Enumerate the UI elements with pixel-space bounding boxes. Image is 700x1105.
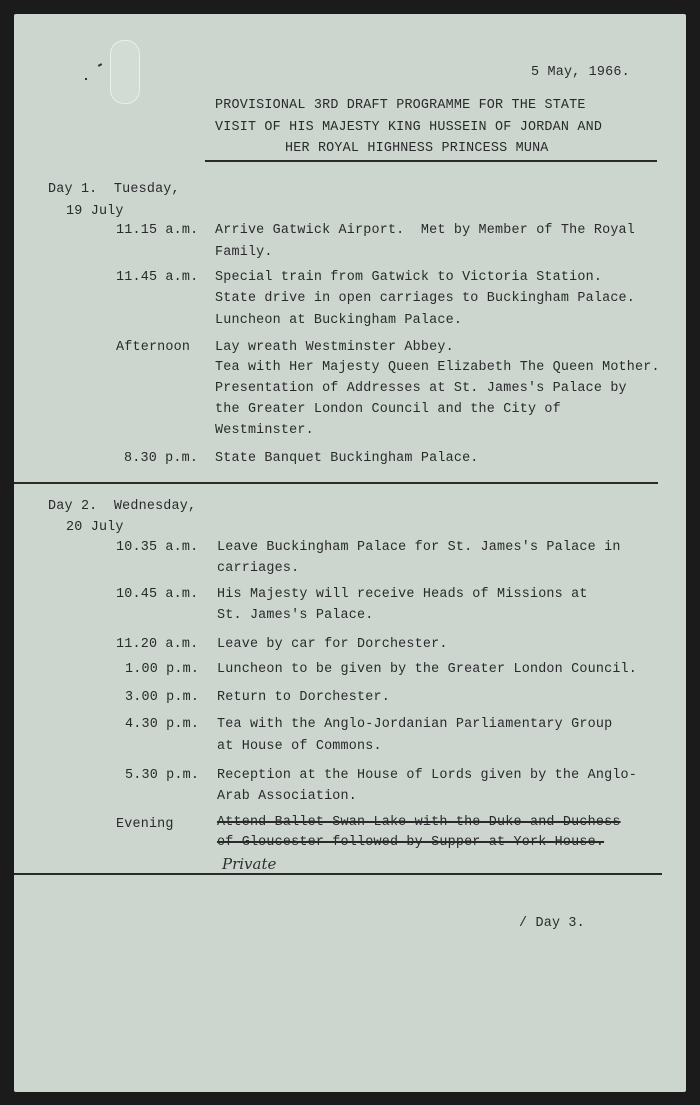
day2-entry-7-line-1: Reception at the House of Lords given by the Anglo-: [217, 768, 638, 783]
day2-entry-1-line-1: Leave Buckingham Palace for St. James's Palace in: [217, 540, 621, 555]
heading-line-1-prefix: PROVISIONAL: [215, 98, 314, 113]
day2-time-8: Evening: [116, 817, 174, 832]
day1-entry-3-line-2: Tea with Her Majesty Queen Elizabeth The Queen Mother.: [215, 360, 660, 375]
day2-entry-3-line-1: Leave by car for Dorchester.: [217, 637, 448, 652]
day2-entry-8-line-2-struck: of Gloucester followed by Supper at York House.: [217, 835, 605, 850]
day1-entry-1-line-2: Family.: [215, 245, 273, 260]
day2-date: 20 July: [66, 520, 124, 535]
day2-entry-7-line-2: Arab Association.: [217, 789, 358, 804]
day2-time-3: 11.20 a.m.: [116, 637, 199, 652]
day2-time-4: 1.00 p.m.: [125, 662, 200, 677]
heading-line-2: VISIT OF HIS MAJESTY KING HUSSEIN OF JORDAN AND: [215, 120, 603, 135]
day2-time-6: 4.30 p.m.: [125, 717, 200, 732]
day2-entry-2-line-1: His Majesty will receive Heads of Missions at: [217, 587, 588, 602]
day2-entry-6-line-2: at House of Commons.: [217, 739, 382, 754]
day2-entry-1-line-2: carriages.: [217, 561, 300, 576]
heading-line-3: HER ROYAL HIGHNESS PRINCESS MUNA: [285, 141, 549, 156]
day1-label: Day 1. Tuesday,: [48, 182, 180, 197]
day1-time-2: 11.45 a.m.: [116, 270, 199, 285]
day1-entry-2-line-1: Special train from Gatwick to Victoria Station.: [215, 270, 603, 285]
day2-entry-6-line-1: Tea with the Anglo-Jordanian Parliamentary Group: [217, 717, 613, 732]
day1-time-4: 8.30 p.m.: [124, 451, 199, 466]
document-date: 5 May, 1966.: [531, 65, 630, 80]
day2-time-2: 10.45 a.m.: [116, 587, 199, 602]
day1-entry-3-line-4: the Greater London Council and the City of: [215, 402, 561, 417]
day1-entry-3-line-3: Presentation of Addresses at St. James's Palace by: [215, 381, 627, 396]
continuation-note: / Day 3.: [519, 916, 585, 931]
day2-rule: [14, 873, 662, 875]
day2-label: Day 2. Wednesday,: [48, 499, 197, 514]
heading-rule: [205, 160, 657, 162]
day2-time-7: 5.30 p.m.: [125, 768, 200, 783]
day2-entry-8-line-1-struck: Attend Ballet Swan Lake with the Duke and Duchess: [217, 815, 621, 830]
day2-entry-5-line-1: Return to Dorchester.: [217, 690, 390, 705]
paperclip-mark: [110, 40, 140, 104]
heading-line-1: [215, 95, 586, 117]
day1-time-1: 11.15 a.m.: [116, 223, 199, 238]
day1-date: 19 July: [66, 204, 124, 219]
day1-entry-2-line-2: State drive in open carriages to Buckingham Palace.: [215, 291, 636, 306]
day2-time-5: 3.00 p.m.: [125, 690, 200, 705]
day2-time-1: 10.35 a.m.: [116, 540, 199, 555]
day1-entry-3-line-5: Westminster.: [215, 423, 314, 438]
heading-line-1-suffix: DRAFT PROGRAMME FOR THE STATE: [338, 98, 586, 113]
day1-time-3: Afternoon: [116, 340, 191, 355]
handwritten-note: Private: [222, 855, 277, 873]
day1-entry-4-line-1: State Banquet Buckingham Palace.: [215, 451, 479, 466]
day1-entry-2-line-3: Luncheon at Buckingham Palace.: [215, 313, 463, 328]
day1-entry-3-line-1: Lay wreath Westminster Abbey.: [215, 340, 454, 355]
day2-entry-2-line-2: St. James's Palace.: [217, 608, 374, 623]
heading-overtype: 3RD: [313, 98, 339, 113]
day1-entry-1-line-1: Arrive Gatwick Airport. Met by Member of The Royal: [215, 223, 636, 238]
pin-mark-small: [85, 78, 87, 80]
day2-entry-4-line-1: Luncheon to be given by the Greater London Council.: [217, 662, 638, 677]
day1-rule: [14, 482, 658, 484]
